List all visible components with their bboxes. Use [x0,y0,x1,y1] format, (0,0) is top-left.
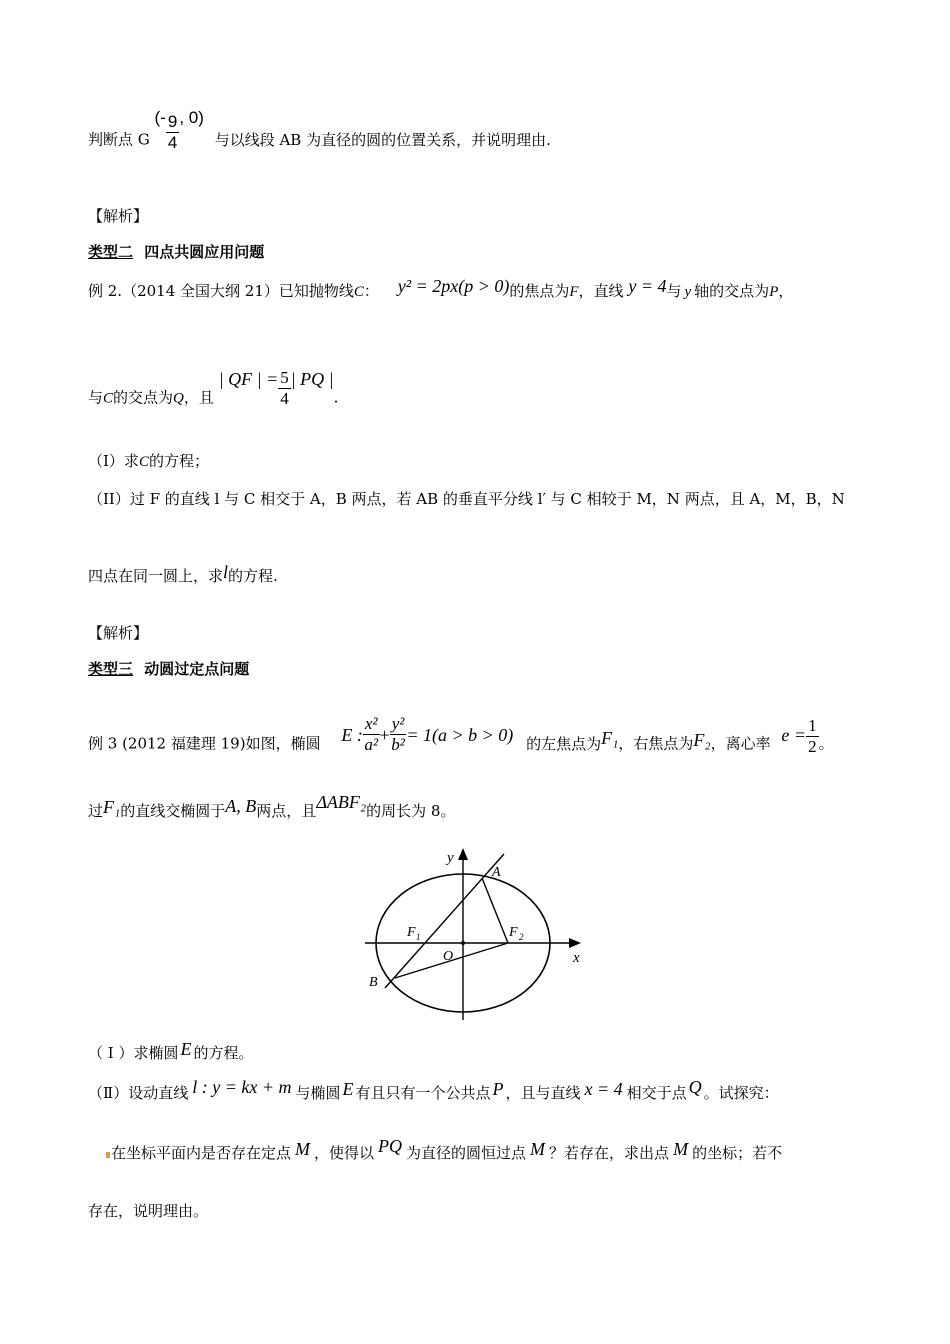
edit-marker [106,1152,110,1158]
x-axis-arrow [569,938,581,948]
y-axis-arrow [458,848,468,860]
label-f2-subscript: 2 [519,932,524,942]
label-y: y [447,850,454,866]
solution-label-2: 【解析】 [88,624,149,642]
question-part-3: （ I ）求椭圆 E 的方程。 [88,1039,254,1062]
label-a: A [492,865,501,880]
question-part-2: （II）过 F 的直线 l 与 C 相交于 A，B 两点，若 AB 的垂直平分线 l′ 与 C 相较于 M，N 两点，且 A，M，B，N [88,490,845,508]
question-part-5: 在坐标平面内是否存在定点 M ，使得以 PQ 为直径的圆恒过点 M ？若存在，求出点 M 的坐标；若不 [105,1142,782,1163]
eccentricity-fraction: $\frac{1}{2}$ [808,716,817,756]
example-3: 例 3 (2012 福建理 19)如图，椭圆 E : $\frac{\text{x²}}{\text{a²}}$ + $\frac{\text{y²}}{\text{b²}}$ = 1(a > b > 0) 的左焦点为F₁，右焦点为F₂，离心率 e = $\frac{1}{2}$ 。 [88,714,834,756]
point-g-fraction: $\frac{9}{4}$ [167,112,178,152]
section-heading-type2: 类型二 四点共圆应用问题 [88,243,265,261]
distance-equation-rhs: | PQ | [290,368,334,389]
focal-chord [385,854,504,988]
question-point-g: 判断点 G (- $\frac{9}{4}$ , 0) 与以线段 AB 为直径的圆的位置关系，并说明理由. [88,107,551,152]
question-part-1: （I）求C的方程； [88,452,209,470]
origin-dot [461,941,465,945]
point-g-close: , 0) [179,107,204,127]
example-2: 例 2.（2014 全国大纲 21）已知抛物线C： y² = 2px(p > 0)的焦点为F，直线 y = 4与 y 轴的交点为P， [88,276,794,300]
question-part-5-cont: 存在，说明理由。 [88,1202,209,1220]
label-o: O [443,949,454,964]
line-y-equation: y = 4 [628,276,667,296]
x-over-a-fraction: $\frac{\text{x²}}{\text{a²}}$ [364,714,378,754]
parabola-equation: y² = 2px(p > 0) [397,276,510,296]
example-3-condition: 过F₁的直线交椭圆于A, B两点，且ΔABF₂的周长为 8。 [88,792,456,820]
label-f1-subscript: 1 [416,932,421,942]
segment-a-f2 [482,878,508,943]
label-b: B [369,975,378,990]
label-x: x [573,950,580,966]
five-fourths-fraction: $\frac{5}{4}$ [280,368,289,408]
question-part-2-cont: 四点在同一圆上，求l的方程. [88,562,278,585]
label-f2: F [509,925,518,940]
ellipse-figure [355,840,595,1025]
section-heading-type3: 类型三 动圆过定点问题 [88,660,250,678]
point-g-open: (- [154,107,166,127]
y-over-b-fraction: $\frac{\text{y²}}{\text{b²}}$ [391,714,405,754]
distance-equation-lhs: | QF | = [218,368,279,389]
question-part-4: （Ⅱ）设动直线 l : y = kx + m 与椭圆 E 有且只有一个公共点 P ，且与直线 x = 4 相交于点 Q 。试探究： [88,1077,779,1102]
solution-label-1: 【解析】 [88,207,149,225]
label-f1: F [407,925,416,940]
example-2-condition: 与C的交点为Q，且 | QF | = $\frac{5}{4}$ | PQ |. [88,368,339,408]
